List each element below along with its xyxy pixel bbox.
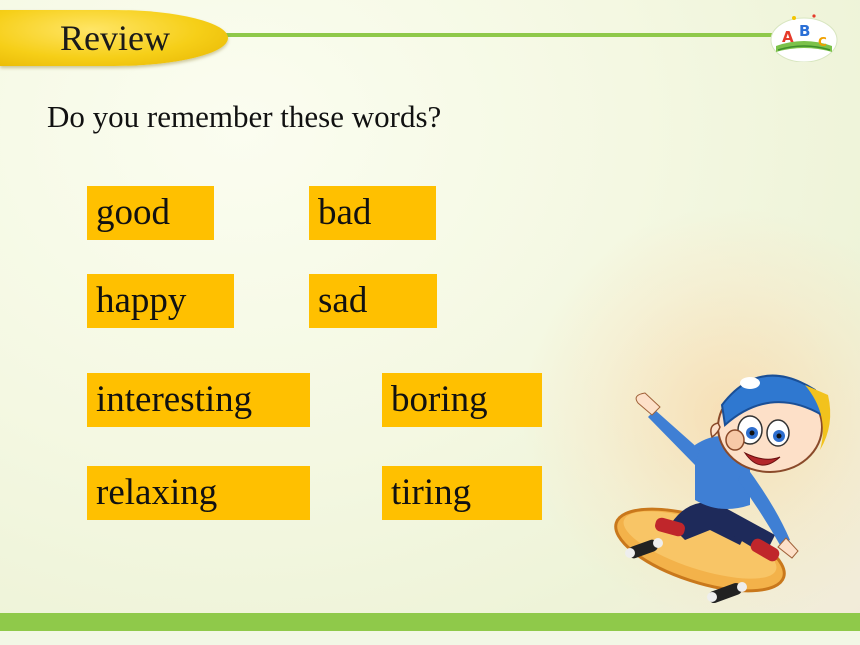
word-card-good: good [87,186,214,240]
word-card-happy: happy [87,274,234,328]
word-card-sad: sad [309,274,437,328]
abc-book-logo-icon [768,6,840,62]
word-card-boring: boring [382,373,542,427]
skateboard-boy-illustration [600,355,860,615]
footer-green-band [0,613,860,631]
logo-letter-c: C [818,35,827,49]
question-text: Do you remember these words? [47,99,442,134]
word-card-bad: bad [309,186,436,240]
footer-pale-strip [0,631,860,645]
section-title: Review [60,18,170,58]
word-card-relaxing: relaxing [87,466,310,520]
logo-letter-b: B [799,22,811,40]
logo-letter-a: A [782,28,794,46]
word-card-interesting: interesting [87,373,310,427]
header-divider-line [210,33,780,37]
word-card-tiring: tiring [382,466,542,520]
